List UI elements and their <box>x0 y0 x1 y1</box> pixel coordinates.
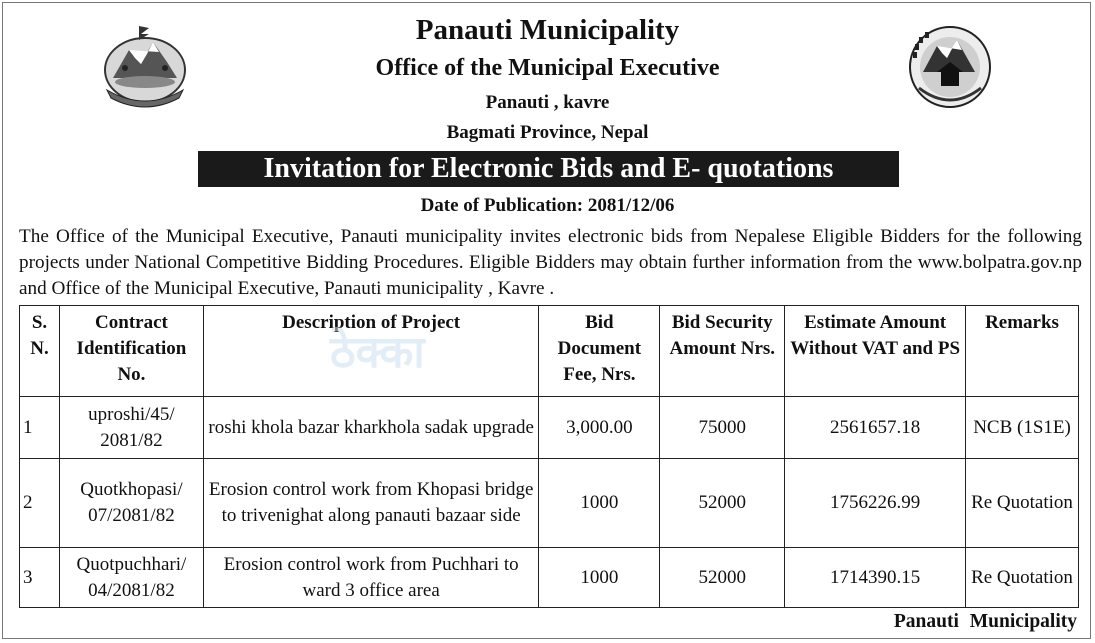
header-estimate: Estimate Amount Without VAT and PS <box>785 306 966 397</box>
watermark: ठेक्का <box>330 327 425 378</box>
cell-fee: 1000 <box>539 459 660 548</box>
municipality-title: Panauti Municipality <box>415 14 680 46</box>
province-line: Bagmati Province, Nepal <box>446 122 649 143</box>
table-row <box>20 397 1079 459</box>
header-sn: S. N. <box>20 306 60 397</box>
header-remarks: Remarks <box>966 306 1079 397</box>
cell-sn: 1 <box>20 397 60 459</box>
header-description: Description of Project <box>203 306 539 397</box>
cell-estimate: 1714390.15 <box>785 548 966 608</box>
cell-description: Erosion control work from Puchhari to ward 3 office area <box>203 548 539 608</box>
cell-description: roshi khola bazar kharkhola sadak upgrade <box>203 397 539 459</box>
table-row <box>20 459 1079 548</box>
cell-estimate: 1756226.99 <box>785 459 966 548</box>
cell-sn: 2 <box>20 459 60 548</box>
cell-security: 52000 <box>660 548 785 608</box>
cell-security: 52000 <box>660 459 785 548</box>
footer-signature: Panauti Municipality <box>893 611 1077 632</box>
notice-header <box>0 12 1095 146</box>
cell-contract-id: Quotkhopasi/ 07/2081/82 <box>59 459 203 548</box>
table-row <box>20 548 1079 608</box>
invitation-banner: Invitation for Electronic Bids and E- quotations <box>198 151 899 187</box>
cell-remarks: Re Quotation <box>966 548 1079 608</box>
office-location: Panauti , kavre <box>485 92 610 113</box>
cell-sn: 3 <box>20 548 60 608</box>
header-contract-id: Contract Identification No. <box>59 306 203 397</box>
publication-date: Date of Publication: 2081/12/06 <box>420 195 675 216</box>
cell-remarks: Re Quotation <box>966 459 1079 548</box>
header-security: Bid Security Amount Nrs. <box>660 306 785 397</box>
cell-description: Erosion control work from Khopasi bridge to trivenighat along panauti bazaar side <box>203 459 539 548</box>
cell-contract-id: Quotpuchhari/ 04/2081/82 <box>59 548 203 608</box>
cell-security: 75000 <box>660 397 785 459</box>
cell-fee: 3,000.00 <box>539 397 660 459</box>
bids-table <box>19 305 1079 608</box>
cell-fee: 1000 <box>539 548 660 608</box>
header-fee: Bid Document Fee, Nrs. <box>539 306 660 397</box>
office-title: Office of the Municipal Executive <box>375 55 720 81</box>
cell-remarks: NCB (1S1E) <box>966 397 1079 459</box>
intro-paragraph: The Office of the Municipal Executive, Panauti municipality invites electronic bids from Nepalese Eligible Bidders for the following projects under National Competitive Bidding Procedures. Eligible Bidders may obtain further information from the www.bolpatra.gov.np and Office of the Municipal Executive, Panauti municipality , Kavre . <box>19 226 1082 299</box>
cell-estimate: 2561657.18 <box>785 397 966 459</box>
cell-contract-id: uproshi/45/ 2081/82 <box>59 397 203 459</box>
